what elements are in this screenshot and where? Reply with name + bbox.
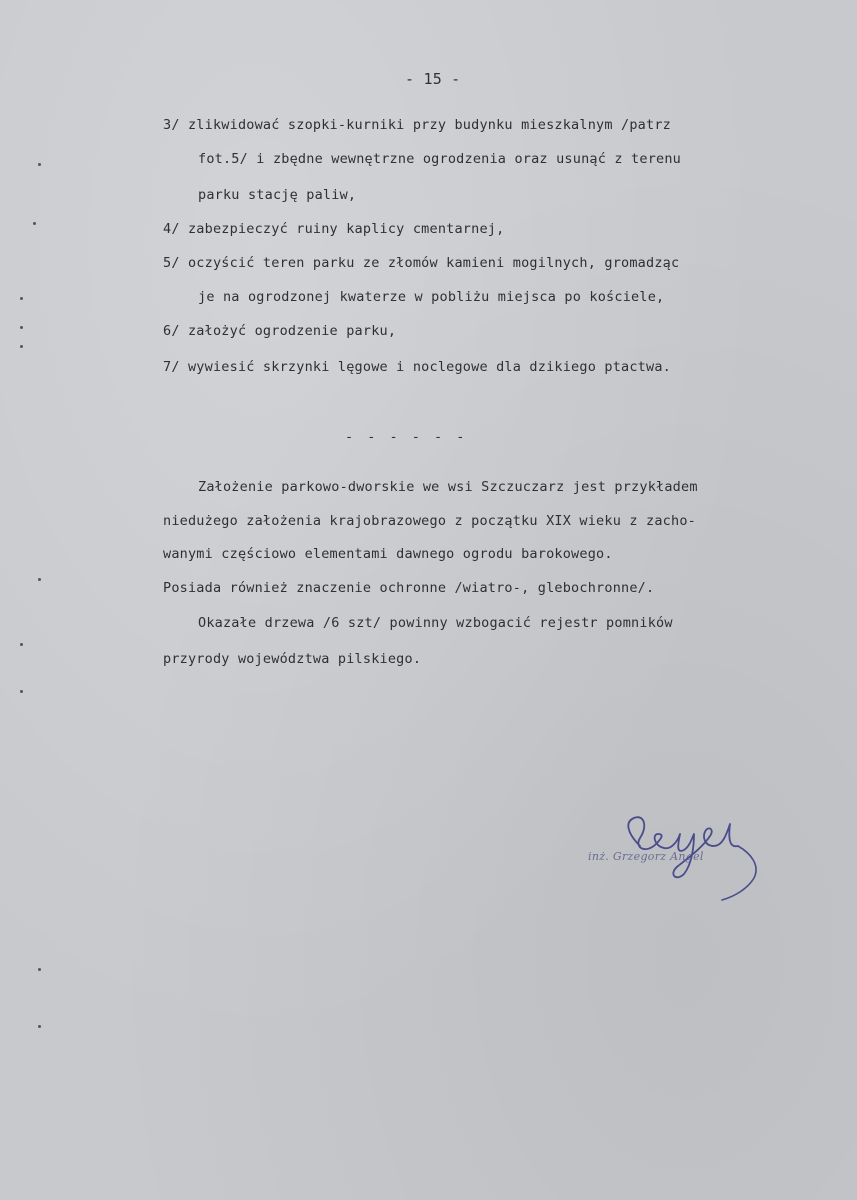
list-item-5-line-1: 5/ oczyścić teren parku ze złomów kamieni mogilnych, gromadząc — [163, 255, 680, 271]
paragraph-line-1: Założenie parkowo-dworskie we wsi Szczuczarz jest przykładem — [198, 479, 698, 495]
paragraph-line-3: wanymi częściowo elementami dawnego ogrodu barokowego. — [163, 546, 613, 562]
punch-mark — [20, 326, 23, 329]
list-item-6: 6/ założyć ogrodzenie parku, — [163, 323, 397, 339]
punch-mark — [20, 297, 23, 300]
paragraph-line-4: Posiada również znaczenie ochronne /wiatro-, glebochronne/. — [163, 580, 655, 596]
list-item-3-line-3: parku stację paliw, — [198, 187, 357, 203]
punch-mark — [38, 968, 41, 971]
punch-mark — [33, 222, 36, 225]
punch-mark — [20, 345, 23, 348]
punch-mark — [38, 163, 41, 166]
handwritten-signature — [618, 804, 768, 904]
page-number: - 15 - — [405, 70, 461, 88]
list-item-7: 7/ wywiesić skrzynki lęgowe i noclegowe dla dzikiego ptactwa. — [163, 359, 671, 375]
list-item-5-line-2: je na ogrodzonej kwaterze w pobliżu miejsca po kościele, — [198, 289, 665, 305]
punch-mark — [20, 690, 23, 693]
list-item-4: 4/ zabezpieczyć ruiny kaplicy cmentarnej, — [163, 221, 505, 237]
punch-mark — [38, 1025, 41, 1028]
list-item-3-line-2: fot.5/ i zbędne wewnętrzne ogrodzenia oraz usunąć z terenu — [198, 151, 682, 167]
paragraph-line-2: niedużego założenia krajobrazowego z początku XIX wieku z zacho- — [163, 513, 696, 529]
list-item-3-line-1: 3/ zlikwidować szopki-kurniki przy budynku mieszkalnym /patrz — [163, 117, 671, 133]
paragraph-line-6: przyrody województwa pilskiego. — [163, 651, 422, 667]
paragraph-line-5: Okazałe drzewa /6 szt/ powinny wzbogacić rejestr pomników — [198, 615, 673, 631]
punch-mark — [38, 578, 41, 581]
signature-stamp: inż. Grzegorz Angel — [588, 850, 704, 863]
section-separator: - - - - - - — [345, 429, 468, 445]
punch-mark — [20, 643, 23, 646]
